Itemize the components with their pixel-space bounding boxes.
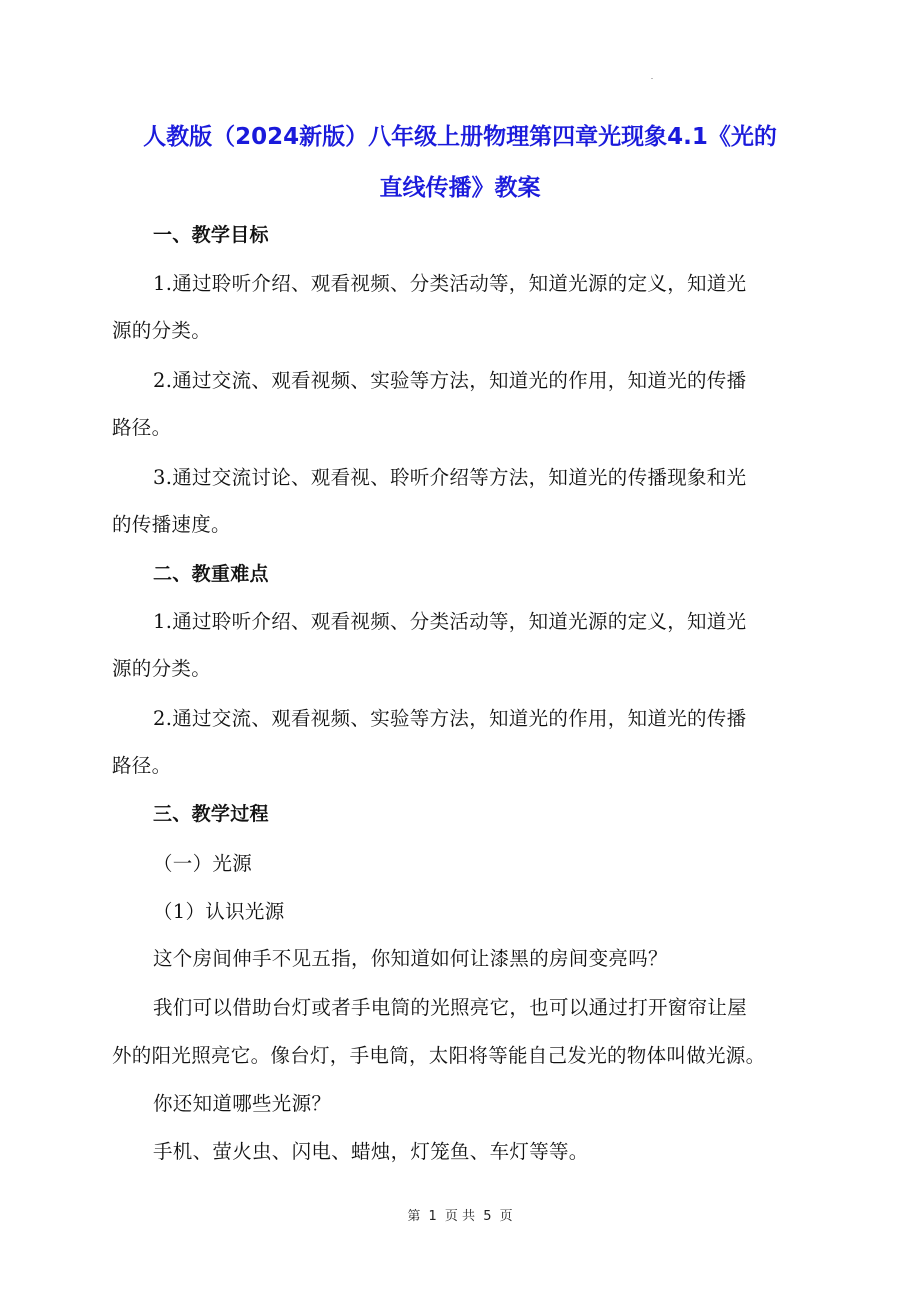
subheading: （1）认识光源 bbox=[153, 900, 285, 923]
paragraph-line: 路径。 bbox=[112, 416, 172, 439]
footer-page-number: 1 bbox=[428, 1209, 437, 1224]
section-heading-objectives: 一、教学目标 bbox=[153, 224, 269, 246]
paragraph-line: 1.通过聆听介绍、观看视频、分类活动等，知道光源的定义，知道光 bbox=[153, 272, 747, 295]
paragraph-line: 外的阳光照亮它。像台灯，手电筒，太阳将等能自己发光的物体叫做光源。 bbox=[112, 1044, 766, 1067]
paragraph-line: 1.通过聆听介绍、观看视频、分类活动等，知道光源的定义，知道光 bbox=[153, 610, 747, 633]
document-title bbox=[110, 112, 810, 214]
subheading: （一）光源 bbox=[153, 852, 253, 875]
paragraph-line: 路径。 bbox=[112, 754, 172, 777]
paragraph-line: 2.通过交流、观看视频、实验等方法，知道光的作用，知道光的传播 bbox=[153, 369, 747, 392]
title-line-1: 人教版（2024新版）八年级上册物理第四章光现象4.1《光的 bbox=[143, 124, 777, 150]
page-footer bbox=[0, 1205, 920, 1224]
footer-suffix: 页 bbox=[499, 1209, 513, 1224]
section-heading-key-points: 二、教重难点 bbox=[153, 563, 269, 585]
paragraph-line: 源的分类。 bbox=[112, 657, 212, 680]
section-heading-process: 三、教学过程 bbox=[153, 803, 269, 825]
paragraph-line: 手机、萤火虫、闪电、蜡烛，灯笼鱼、车灯等等。 bbox=[153, 1140, 589, 1163]
paragraph-line: 你还知道哪些光源？ bbox=[153, 1092, 332, 1115]
paragraph-line: 这个房间伸手不见五指，你知道如何让漆黑的房间变亮吗？ bbox=[153, 947, 668, 970]
paragraph-line: 源的分类。 bbox=[112, 319, 212, 342]
paragraph-line: 2.通过交流、观看视频、实验等方法，知道光的作用，知道光的传播 bbox=[153, 707, 747, 730]
paragraph-line: 的传播速度。 bbox=[112, 513, 231, 536]
footer-total-pages: 5 bbox=[483, 1209, 492, 1224]
footer-prefix: 第 bbox=[407, 1209, 421, 1224]
paragraph-line: 我们可以借助台灯或者手电筒的光照亮它，也可以通过打开窗帘让屋 bbox=[153, 996, 748, 1019]
title-line-2: 直线传播》教案 bbox=[379, 175, 541, 201]
scan-speck bbox=[651, 78, 653, 79]
footer-middle: 页 共 bbox=[444, 1209, 476, 1224]
paragraph-line: 3.通过交流讨论、观看视、聆听介绍等方法，知道光的传播现象和光 bbox=[153, 466, 747, 489]
